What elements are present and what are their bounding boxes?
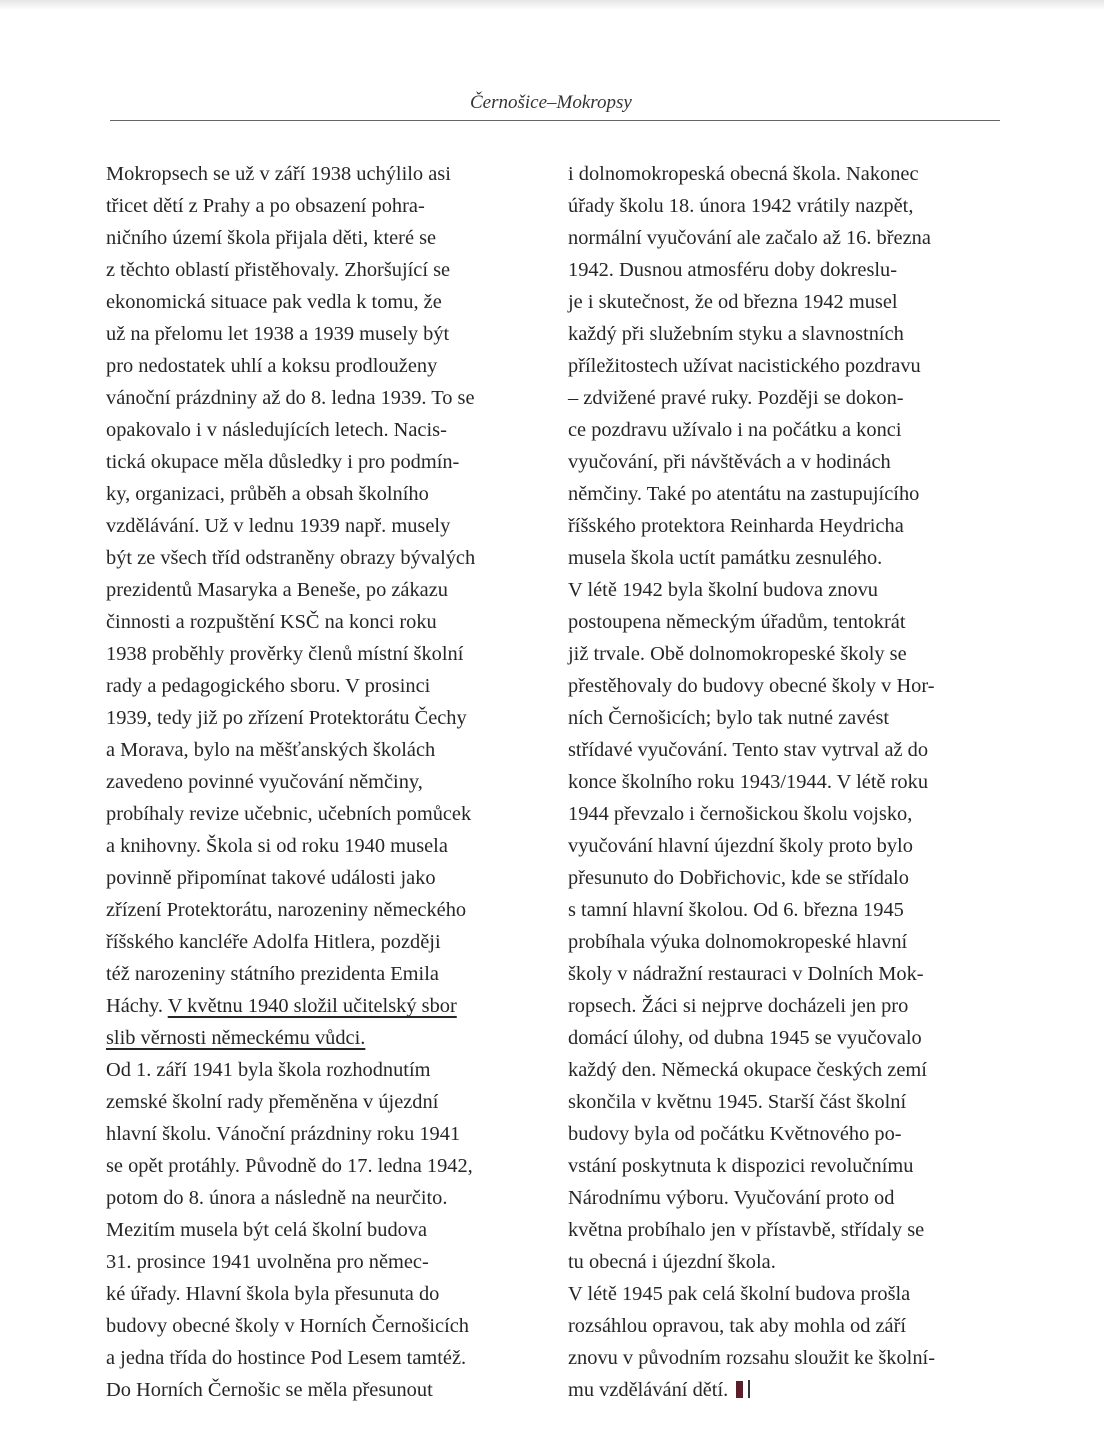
text-line: též narozeniny státního prezidenta Emila — [106, 963, 439, 985]
text-line: 1939, tedy již po zřízení Protektorátu Čechy — [106, 707, 467, 729]
text-line: a jedna třída do hostince Pod Lesem tamtéž. — [106, 1347, 467, 1369]
text-line: 31. prosince 1941 uvolněna pro němec- — [106, 1251, 429, 1273]
text-line: a Morava, bylo na měšťanských školách — [106, 739, 436, 761]
text-line: vánoční prázdniny až do 8. ledna 1939. To se — [106, 387, 475, 409]
text-line: je i skutečnost, že od března 1942 musel — [568, 291, 898, 313]
text-line: se opět protáhly. Původně do 17. ledna 1942, — [106, 1155, 473, 1177]
text-line: ké úřady. Hlavní škola byla přesunuta do — [106, 1283, 440, 1305]
running-header-title: Černošice–Mokropsy — [470, 92, 632, 113]
text-line: probíhaly revize učebnic, učebních pomůcek — [106, 803, 472, 825]
text-line: ce pozdravu užívalo i na počátku a konci — [568, 419, 902, 441]
text-line: přesunuto do Dobřichovic, kde se střídalo — [568, 867, 909, 889]
text-line: Národnímu výboru. Vyučování proto od — [568, 1187, 895, 1209]
text-line: postoupena německým úřadům, tentokrát — [568, 611, 906, 633]
text-line: Mokropsech se už v září 1938 uchýlilo asi — [106, 163, 451, 185]
text-line: V létě 1945 pak celá školní budova prošla — [568, 1283, 911, 1305]
text-line: V létě 1942 byla školní budova znovu — [568, 579, 878, 601]
text-line: říšského protektora Reinharda Heydricha — [568, 515, 904, 537]
text-line: říšského kancléře Adolfa Hitlera, později — [106, 931, 441, 953]
text-line: činnosti a rozpuštění KSČ na konci roku — [106, 611, 437, 633]
text-line: ropsech. Žáci si nejprve docházeli jen pro — [568, 995, 909, 1017]
text-line: hlavní školu. Vánoční prázdniny roku 1941 — [106, 1123, 461, 1145]
text-line-oath — [106, 1022, 546, 1054]
text-line: školy v nádražní restauraci v Dolních Mok- — [568, 963, 924, 985]
text-line: úřady školu 18. února 1942 vrátily nazpět, — [568, 195, 914, 217]
text-line: každý při služebním styku a slavnostních — [568, 323, 904, 345]
text-line: již trvale. Obě dolnomokropeské školy se — [568, 643, 907, 665]
text-line: potom do 8. února a následně na neurčito. — [106, 1187, 448, 1209]
text-line: budovy obecné školy v Horních Černošicích — [106, 1315, 469, 1337]
text-line: rozsáhlou opravou, tak aby mohla od září — [568, 1315, 907, 1337]
text-line: a knihovny. Škola si od roku 1940 musela — [106, 835, 448, 857]
text-line: z těchto oblastí přistěhovaly. Zhoršující se — [106, 259, 451, 281]
text-line: skončila v květnu 1945. Starší část školní — [568, 1091, 907, 1113]
text-line: 1942. Dusnou atmosféru doby dokreslu- — [568, 259, 898, 281]
end-of-article-mark-icon — [736, 1381, 743, 1398]
text-line: prezidentů Masaryka a Beneše, po zákazu — [106, 579, 448, 601]
text-line: němčiny. Také po atentátu na zastupujícího — [568, 483, 920, 505]
text-line: Do Horních Černošic se měla přesunout — [106, 1379, 433, 1401]
text-line: – zdvižené pravé ruky. Později se dokon- — [568, 387, 904, 409]
text-line: tu obecná i újezdní škola. — [568, 1251, 776, 1273]
text-line: pro nedostatek uhlí a koksu prodlouženy — [106, 355, 438, 377]
text-line: přestěhovaly do budovy obecné školy v Hor- — [568, 675, 935, 697]
text-line: zřízení Protektorátu, narozeniny německého — [106, 899, 467, 921]
text-line: s tamní hlavní školou. Od 6. března 1945 — [568, 899, 904, 921]
underlined-oath-part-1: V květnu 1940 složil učitelský sbor — [167, 995, 457, 1017]
text-line: ničního území škola přijala děti, které se — [106, 227, 437, 249]
text-line: 1938 proběhly prověrky členů místní školní — [106, 643, 464, 665]
text-line: zemské školní rady přeměněna v újezdní — [106, 1091, 439, 1113]
text-line: příležitostech užívat nacistického pozdravu — [568, 355, 921, 377]
scan-top-edge — [0, 0, 1104, 10]
hacha-prefix: Háchy. — [106, 995, 168, 1017]
text-line: i dolnomokropeská obecná škola. Nakonec — [568, 163, 919, 185]
text-line: ky, organizaci, průběh a obsah školního — [106, 483, 429, 505]
last-line-text: mu vzdělávání dětí. — [568, 1379, 729, 1401]
text-line: května probíhalo jen v přístavbě, střídaly se — [568, 1219, 925, 1241]
text-line: opakovalo i v následujících letech. Nacis- — [106, 419, 447, 441]
header-rule — [110, 120, 1000, 121]
end-bar-icon — [748, 1380, 750, 1398]
text-line: vyučování, při návštěvách a v hodinách — [568, 451, 891, 473]
text-line: vyučování hlavní újezdní školy proto bylo — [568, 835, 913, 857]
text-line: konce školního roku 1943/1944. V létě roku — [568, 771, 929, 793]
text-line: ekonomická situace pak vedla k tomu, že — [106, 291, 442, 313]
text-line: třicet dětí z Prahy a po obsazení pohra- — [106, 195, 425, 217]
right-text-column — [568, 158, 998, 1406]
text-line: vzdělávání. Už v lednu 1939 např. musely — [106, 515, 451, 537]
underlined-oath-part-2: slib věrnosti německému vůdci. — [106, 1027, 366, 1049]
left-text-column — [106, 158, 546, 1406]
text-line: Mezitím musela být celá školní budova — [106, 1219, 428, 1241]
text-line: normální vyučování ale začalo až 16. března — [568, 227, 931, 249]
text-line: už na přelomu let 1938 a 1939 musely být — [106, 323, 450, 345]
text-line: být ze všech tříd odstraněny obrazy bývalých — [106, 547, 476, 569]
text-line: povinně připomínat takové události jako — [106, 867, 436, 889]
text-line: musela škola uctít památku zesnulého. — [568, 547, 883, 569]
text-line: budovy byla od počátku Květnového po- — [568, 1123, 902, 1145]
text-line: domácí úlohy, od dubna 1945 se vyučovalo — [568, 1027, 922, 1049]
text-line: zavedeno povinné vyučování němčiny, — [106, 771, 423, 793]
text-line: Od 1. září 1941 byla škola rozhodnutím — [106, 1059, 431, 1081]
text-line: střídavé vyučování. Tento stav vytrval až do — [568, 739, 929, 761]
text-line: ních Černošicích; bylo tak nutné zavést — [568, 707, 890, 729]
text-line: rady a pedagogického sboru. V prosinci — [106, 675, 431, 697]
text-line: znovu v původním rozsahu sloužit ke školní- — [568, 1347, 935, 1369]
text-line: každý den. Německá okupace českých zemí — [568, 1059, 927, 1081]
text-line: probíhala výuka dolnomokropeské hlavní — [568, 931, 908, 953]
text-line-hacha — [106, 990, 546, 1022]
text-line: 1944 převzalo i černošickou školu vojsko, — [568, 803, 913, 825]
text-line: vstání poskytnuta k dispozici revolučnímu — [568, 1155, 914, 1177]
last-text-line — [568, 1374, 998, 1406]
text-line: tická okupace měla důsledky i pro podmín- — [106, 451, 460, 473]
